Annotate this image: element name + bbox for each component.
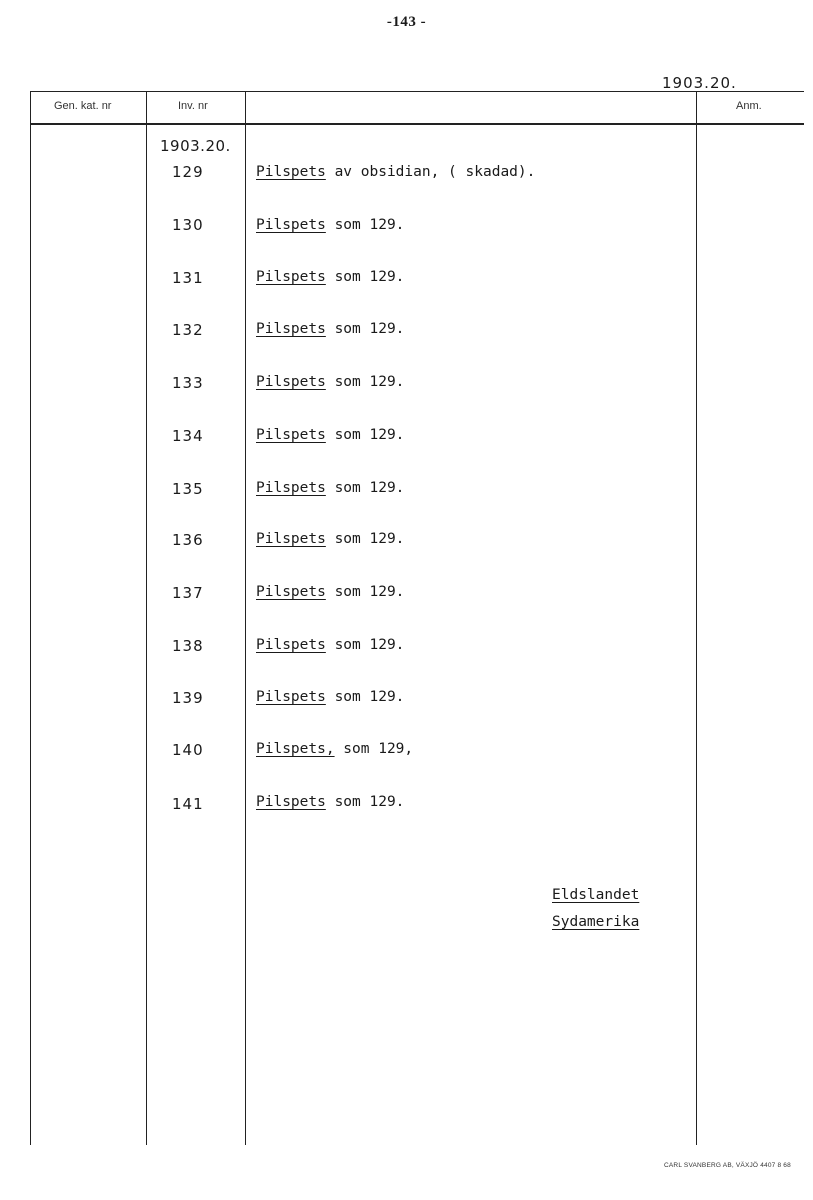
printer-imprint: CARL SVANBERG AB, VÄXJÖ 4407 8 68 [664, 1162, 791, 1169]
entry-description [256, 689, 404, 705]
inv-number: 141 [172, 795, 204, 813]
object-note: som 129. [325, 321, 405, 337]
location-line-2: Sydamerika [552, 914, 640, 930]
object-note: som 129, [334, 741, 414, 757]
object-term: Pilspets [256, 480, 326, 496]
object-term: Pilspets [256, 794, 326, 810]
entry-description [256, 321, 404, 337]
entry-description [256, 584, 404, 600]
inv-number: 130 [172, 216, 204, 234]
inv-number: 129 [172, 163, 204, 181]
object-term: Pilspets [256, 637, 326, 653]
inv-prefix: 1903.20. [160, 137, 231, 155]
entry-description [256, 269, 404, 285]
inv-number: 135 [172, 480, 204, 498]
object-note: av obsidian, ( skadad). [325, 164, 536, 180]
object-term: Pilspets, [256, 741, 335, 757]
object-note: som 129. [325, 217, 405, 233]
entry-description [256, 794, 404, 810]
object-term: Pilspets [256, 689, 326, 705]
object-note: som 129. [325, 427, 405, 443]
object-note: som 129. [325, 689, 405, 705]
col-divider-3 [245, 91, 246, 1145]
object-term: Pilspets [256, 269, 326, 285]
col-head-anm: Anm. [736, 100, 762, 112]
inv-number: 131 [172, 269, 204, 287]
header-ref: 1903.20. [662, 74, 737, 92]
inv-number: 133 [172, 374, 204, 392]
object-note: som 129. [325, 480, 405, 496]
page-number: -143 - [386, 14, 427, 30]
col-divider-4 [696, 91, 697, 1145]
col-head-gen-kat-nr: Gen. kat. nr [54, 100, 112, 112]
object-note: som 129. [325, 269, 405, 285]
entry-description [256, 480, 404, 496]
entry-description [256, 531, 404, 547]
entry-description [256, 164, 535, 180]
object-note: som 129. [325, 531, 405, 547]
inv-number: 139 [172, 689, 204, 707]
col-head-inv-nr: Inv. nr [178, 100, 208, 112]
entry-description [256, 427, 404, 443]
entry-description [256, 741, 413, 757]
entry-description [256, 217, 404, 233]
object-term: Pilspets [256, 427, 326, 443]
col-divider-2 [146, 91, 147, 1145]
object-term: Pilspets [256, 531, 326, 547]
object-note: som 129. [325, 584, 405, 600]
object-term: Pilspets [256, 374, 326, 390]
object-note: som 129. [325, 637, 405, 653]
object-term: Pilspets [256, 584, 326, 600]
entry-description [256, 374, 404, 390]
col-divider-1 [30, 91, 31, 1145]
inv-number: 137 [172, 584, 204, 602]
entry-description [256, 637, 404, 653]
inv-number: 134 [172, 427, 204, 445]
inv-number: 140 [172, 741, 204, 759]
inv-number: 136 [172, 531, 204, 549]
object-note: som 129. [325, 374, 405, 390]
object-term: Pilspets [256, 321, 326, 337]
location-line-1: Eldslandet [552, 887, 640, 903]
object-term: Pilspets [256, 164, 326, 180]
inv-number: 132 [172, 321, 204, 339]
inv-number: 138 [172, 637, 204, 655]
object-note: som 129. [325, 794, 405, 810]
object-term: Pilspets [256, 217, 326, 233]
